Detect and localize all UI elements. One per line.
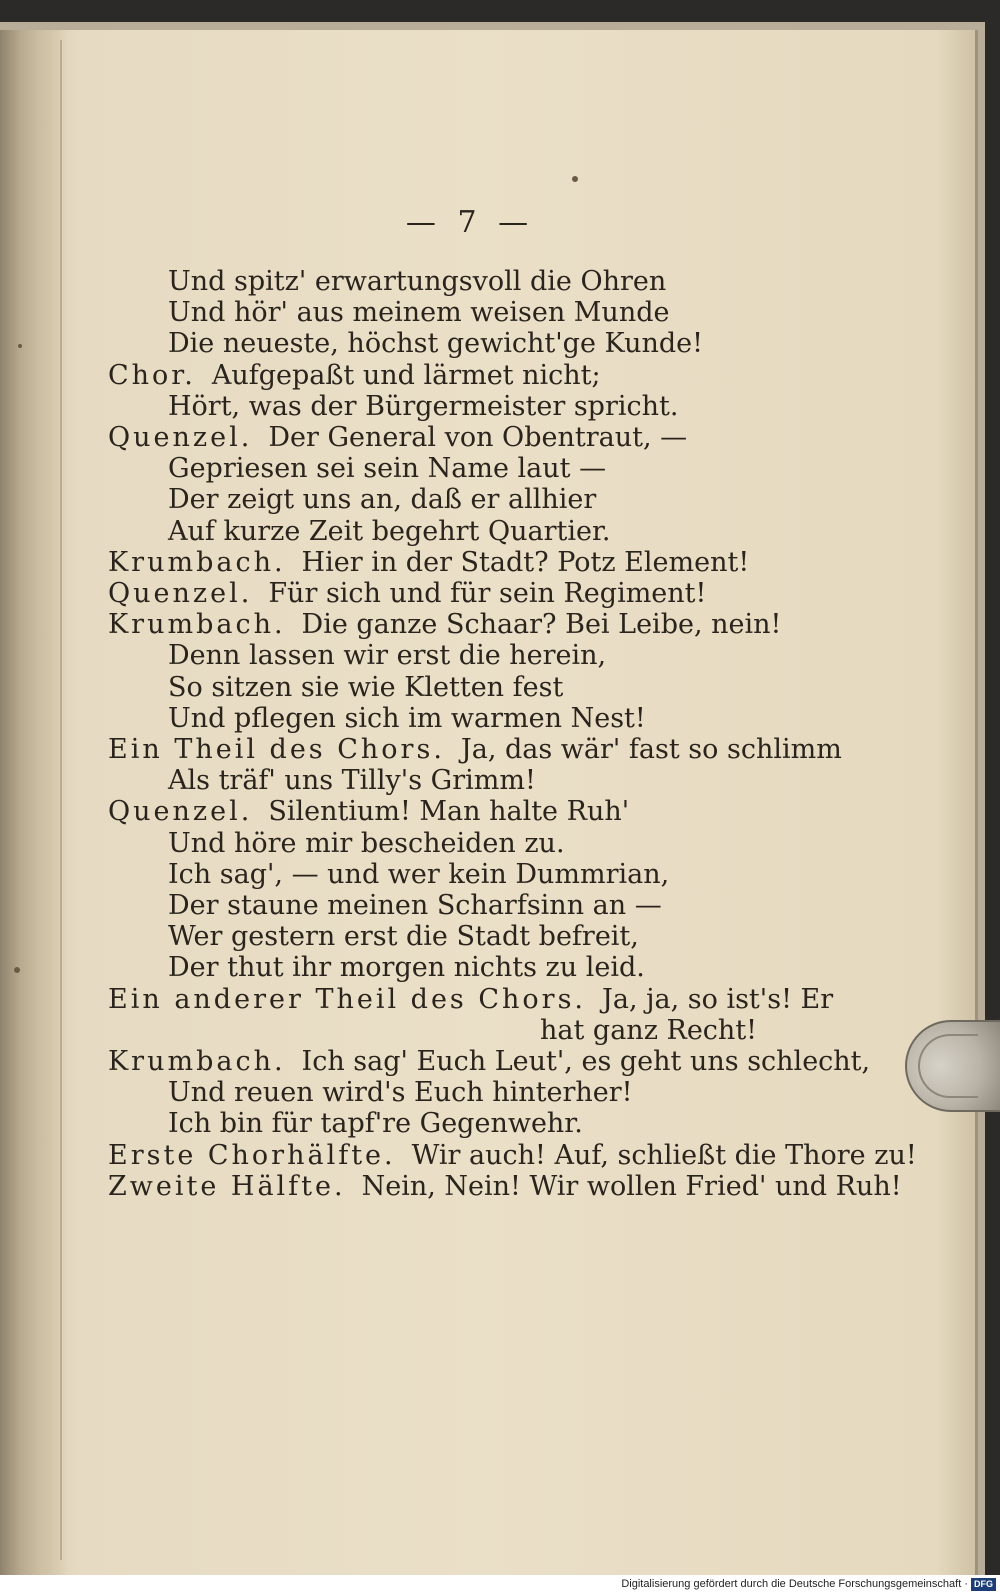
verse-text: Ich bin für tapf're Gegenwehr. [168, 1108, 583, 1140]
verse-text: Wir auch! Auf, schließt die Thore zu! [411, 1139, 917, 1171]
verse-line [108, 1046, 871, 1078]
verse-text: Hört, was der Bürgermeister spricht. [168, 390, 679, 422]
speaker-name: Quenzel. [108, 796, 253, 828]
verse-text: Und hör' aus meinem weisen Munde [168, 297, 670, 329]
verse-line [168, 516, 908, 548]
verse-text: Nein, Nein! Wir wollen Fried' und Ruh! [361, 1170, 902, 1202]
verse-text: So sitzen sie wie Kletten fest [168, 671, 564, 703]
verse-line [108, 547, 848, 579]
verse-line [108, 609, 848, 641]
verse-text: Ja, ja, so ist's! Er [602, 983, 834, 1015]
verse-text: Hier in der Stadt? Potz Element! [301, 546, 750, 578]
verse-line [168, 859, 908, 891]
verse-text: Der zeigt uns an, daß er allhier [168, 484, 597, 516]
verse-line [168, 1077, 908, 1109]
verse-line [108, 360, 848, 392]
verse-line [168, 1108, 908, 1140]
verse-text: Silentium! Man halte Ruh' [268, 796, 630, 828]
verse-text: Denn lassen wir erst die herein, [168, 640, 607, 672]
verse-text: Ich sag', — und wer kein Dummrian, [168, 858, 670, 890]
verse-line [168, 672, 908, 704]
verse-text: Die neueste, höchst gewicht'ge Kunde! [168, 328, 703, 360]
verse-text: hat ganz Recht! [540, 1014, 758, 1046]
verse-line [108, 734, 848, 766]
verse-text: Gepriesen sei sein Name laut — [168, 453, 607, 485]
verse-text: Und reuen wird's Euch hinterher! [168, 1077, 633, 1109]
speaker-name: Zweite Hälfte. [108, 1170, 346, 1202]
verse-text: Der General von Obentraut, — [268, 422, 688, 453]
verse-text: Und höre mir bescheiden zu. [168, 827, 565, 859]
verse-text: Ja, das wär' fast so schlimm [460, 734, 842, 765]
verse-line [168, 703, 908, 735]
verse-line [168, 297, 908, 329]
verse-text: Für sich und für sein Regiment! [268, 578, 707, 609]
verse-line [108, 984, 848, 1016]
dfg-logo: DFG [971, 1578, 996, 1591]
verse-text: Und pflegen sich im warmen Nest! [168, 702, 646, 734]
verse-line [168, 484, 908, 516]
verse-line [168, 828, 908, 860]
verse-line [540, 1015, 1000, 1047]
verse-text: Wer gestern erst die Stadt befreit, [168, 921, 639, 953]
verse-text: Und spitz' erwartungsvoll die Ohren [168, 266, 667, 297]
speaker-name: Quenzel. [108, 422, 253, 453]
verse-text: Der staune meinen Scharfsinn an — [168, 890, 662, 921]
page-number: — 7 — [405, 205, 535, 240]
digitization-footer [0, 1575, 1000, 1593]
speaker-name: Krumbach. [108, 546, 286, 578]
speaker-name: Krumbach. [108, 609, 286, 641]
verse-line [168, 328, 908, 360]
footer-credit: Digitalisierung gefördert durch die Deutsche Forschungsgemeinschaft · [621, 1578, 968, 1590]
speaker-name: Krumbach. [108, 1046, 286, 1077]
verse-line [168, 921, 908, 953]
verse-text: Auf kurze Zeit begehrt Quartier. [168, 515, 611, 547]
verse-text: Aufgepaßt und lärmet nicht; [211, 359, 601, 391]
verse-line [108, 578, 848, 610]
verse-text: Ich sag' Euch Leut', es geht uns schlecht, [301, 1046, 871, 1077]
verse-line [108, 422, 848, 454]
verse-line [168, 453, 908, 485]
speaker-name: Quenzel. [108, 578, 253, 609]
speaker-name: Chor. [108, 359, 196, 391]
verse-line [168, 765, 908, 797]
speaker-name: Ein Theil des Chors. [108, 734, 445, 765]
verse-line [108, 796, 848, 828]
verse-line [168, 266, 908, 298]
verse-text: Als träf' uns Tilly's Grimm! [168, 765, 536, 797]
verse-line [168, 890, 908, 922]
verse-line [168, 952, 908, 984]
verse-line [108, 1170, 902, 1203]
verse-line [168, 640, 908, 672]
speaker-name: Ein anderer Theil des Chors. [108, 983, 587, 1015]
speaker-name: Erste Chorhälfte. [108, 1139, 396, 1171]
verse-line [108, 1139, 917, 1172]
verse-text: Der thut ihr morgen nichts zu leid. [168, 952, 645, 984]
verse-text: Die ganze Schaar? Bei Leibe, nein! [301, 609, 782, 641]
verse-line [168, 391, 908, 423]
